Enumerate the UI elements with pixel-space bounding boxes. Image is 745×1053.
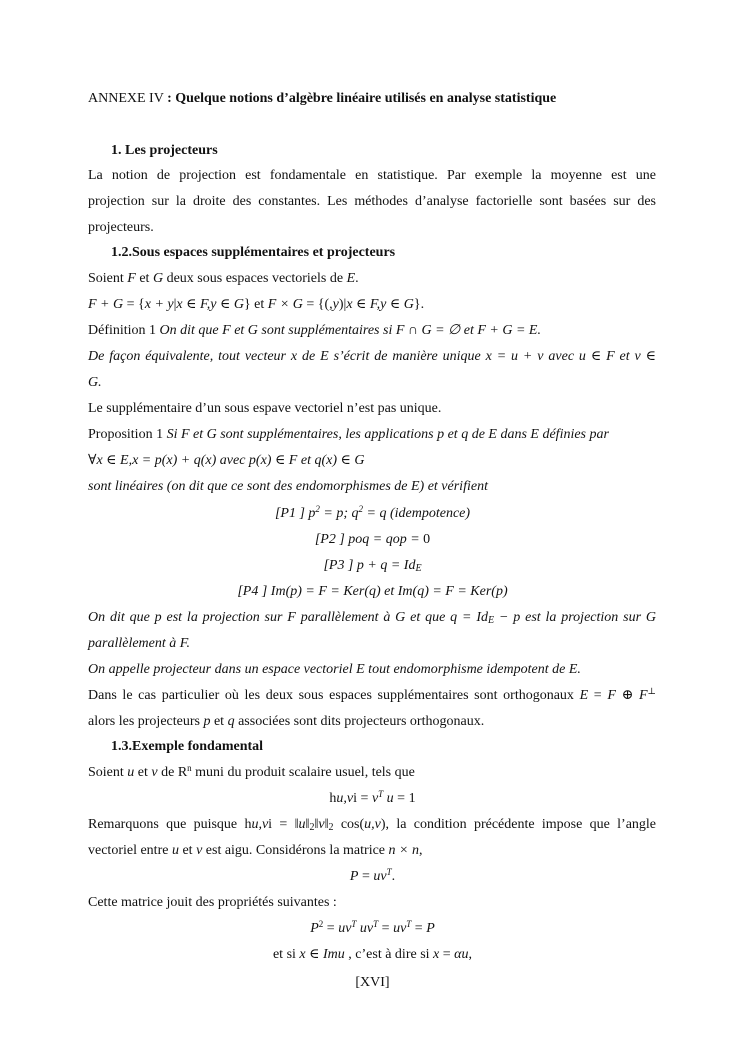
orthogonal-line: Dans le cas particulier où les deux sous espaces supplémentaires sont orthogonaux E = F ⊕ F⊥: [88, 686, 656, 703]
page-number: [XVI]: [355, 975, 390, 990]
definition-1: Définition 1 On dit que F et G sont supplémentaires si F ∩ G = ∅ et F + G = E.: [88, 323, 541, 338]
definition-line: Soient F et G deux sous espaces vectoriels de E.: [88, 271, 359, 286]
property-p1: [P1 ] $p^2 = p$; $q^2 = q$ (idempotence): [274, 504, 471, 521]
remark-line: Remarquons que puisque hu,vi = ‖u‖2‖v‖2 cos(u,v), la condition précédente impose que l’angle: [88, 817, 657, 833]
property-p3: [P3 ] p + q = IdE: [323, 558, 422, 574]
equation-matrix: $P = uv^T$.: [349, 867, 396, 884]
paragraph-line: projecteurs.: [88, 220, 154, 235]
projection-line: On dit que p est la projection sur F parallèlement à G et que q = IdE − p est la projection sur G: [88, 610, 656, 626]
equivalence-line: De façon équivalente, tout vecteur x de E s’écrit de manière unique x = u + v avec u ∈ F et v ∈: [88, 349, 656, 364]
remark-line: vectoriel entre u et v est aigu. Considérons la matrice n × n,: [88, 843, 423, 858]
formula-line: ∀x ∈ E,x = p(x) + q(x) avec p(x) ∈ F et q(x) ∈ G: [88, 453, 365, 468]
equation-inner-product: $hu,vi = v^T$ u = 1: [329, 789, 416, 806]
section-1-heading: 1. Les projecteurs: [111, 143, 218, 158]
paragraph-line: Soient u et v de $R^n$ muni du produit scalaire usuel, tels que: [88, 763, 415, 780]
proposition-1: Proposition 1 Si F et G sont supplémentaires, les applications p et q de E dans E définies par: [88, 427, 609, 442]
paragraph-line: sont linéaires (on dit que ce sont des endomorphismes de E) et vérifient: [88, 479, 488, 494]
equation-idempotent: $P^2 = uv^T$ $uv^T = uv^T = P$: [310, 919, 435, 936]
formula-line: F + G = {x + y|x ∈ F,y ∈ G} et F × G = {(,y)|x ∈ F,y ∈ G}.: [88, 297, 425, 312]
property-p4: [P4 ] Im(p) = F = Ker(q) et Im(q) = F = Ker(p): [237, 584, 508, 599]
paragraph-line: La notion de projection est fondamentale en statistique. Par exemple la moyenne est une: [88, 168, 656, 183]
paragraph-line: projection sur la droite des constantes. Les méthodes d’analyse factorielle sont basées sur des: [88, 194, 656, 209]
property-p2: [P2 ] poq = qop = 0: [314, 532, 431, 547]
orthogonal-line: alors les projecteurs p et q associées sont dits projecteurs orthogonaux.: [88, 714, 485, 729]
annex-title: ANNEXE IV : Quelque notions d’algèbre linéaire utilisés en analyse statistique: [88, 91, 557, 106]
projection-line: parallèlement à F.: [88, 636, 191, 651]
section-1-3-heading: 1.3.Exemple fondamental: [111, 739, 264, 754]
equivalence-line: G.: [88, 375, 102, 390]
paragraph-line: Le supplémentaire d’un sous espave vectoriel n’est pas unique.: [88, 401, 442, 416]
section-1-2-heading: 1.2.Sous espaces supplémentaires et projecteurs: [111, 245, 396, 260]
projector-definition: On appelle projecteur dans un espace vectoriel E tout endomorphisme idempotent de E.: [88, 662, 581, 677]
image-condition-line: et si x ∈ Imu , c’est à dire si x = αu,: [272, 947, 473, 962]
paragraph-line: Cette matrice jouit des propriétés suivantes :: [88, 895, 337, 910]
